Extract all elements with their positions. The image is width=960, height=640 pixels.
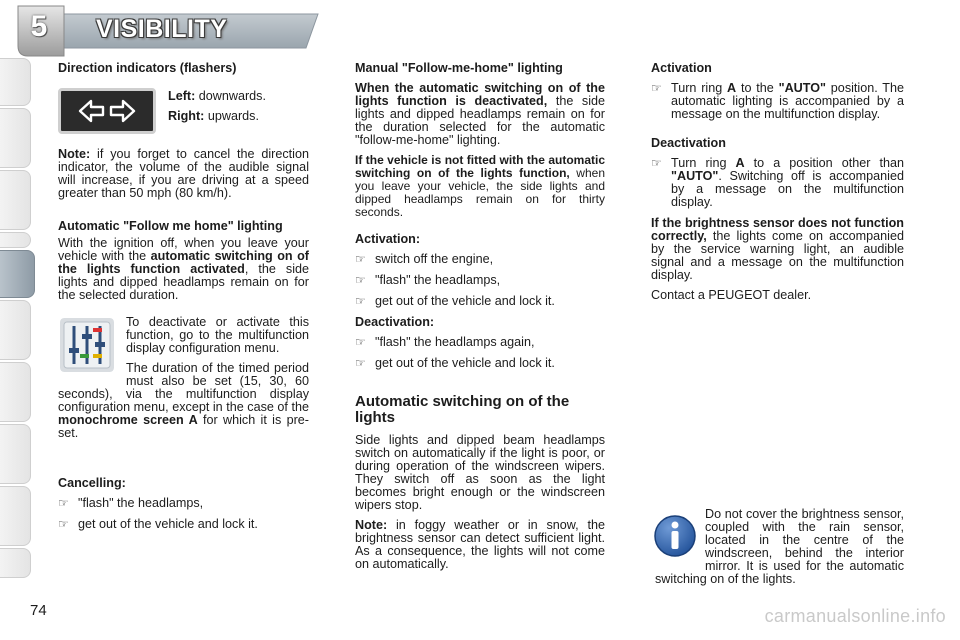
page-header xyxy=(0,0,960,60)
chapter-tab-4[interactable] xyxy=(0,232,31,248)
not-fitted-plain: when you leave your vehicle, the side lights and dipped headlamps remain on for thirty seconds. xyxy=(355,166,605,219)
auto-switching-note xyxy=(355,519,605,571)
config-block xyxy=(58,316,309,447)
activation-item-text: get out of the vehicle and lock it. xyxy=(375,294,555,308)
activation-heading: Activation: xyxy=(355,232,421,246)
note-label: Note: xyxy=(355,518,388,532)
cancel-item-1 xyxy=(58,497,309,510)
flasher-block xyxy=(58,82,309,138)
info-block xyxy=(651,508,904,586)
left-label: Left: xyxy=(168,89,196,103)
right-column xyxy=(651,61,904,586)
cancel-item-text: get out of the vehicle and lock it. xyxy=(78,517,258,531)
follow-text-1: With the ignition off, when you leave your vehicle with the xyxy=(58,236,309,263)
contact-dealer-text: Contact a PEUGEOT dealer. xyxy=(651,288,812,302)
hand-pointer-icon: ☞ xyxy=(355,252,366,266)
config-text-2b: for which it is pre-set. xyxy=(58,413,309,440)
flasher-note xyxy=(58,148,309,200)
deactivation-item-1 xyxy=(355,336,605,349)
info-icon-box xyxy=(653,510,697,561)
note-text: if you forget to cancel the direction indicator, the volume of the audible signal will increase, if you are driving at a speed greater than 50 mph (80 km/h). xyxy=(58,147,309,200)
act-text-3: position. The automatic lighting is accompanied by a message on the multifunction display. xyxy=(671,81,904,121)
chapter-tab-6[interactable] xyxy=(0,300,31,360)
deactivation-step-text xyxy=(671,157,904,209)
hand-pointer-icon: ☞ xyxy=(355,356,366,370)
chapter-tab-9[interactable] xyxy=(0,486,31,546)
follow-me-home-text xyxy=(58,237,309,302)
flasher-icon-box xyxy=(58,82,156,134)
act-text-1: Turn ring xyxy=(671,81,728,95)
sensor-warning-text xyxy=(651,217,904,282)
left-column xyxy=(58,62,309,539)
activation-item-text: "flash" the headlamps, xyxy=(375,273,501,287)
watermark: carmanualsonline.info xyxy=(764,606,946,626)
activation-item-text: switch off the engine, xyxy=(375,252,494,266)
hand-pointer-icon: ☞ xyxy=(58,496,69,510)
chapter-tab-2[interactable] xyxy=(0,108,31,168)
sensor-bold: If the brightness sensor does not function correctly, xyxy=(651,216,904,243)
chapter-tab-5-active[interactable] xyxy=(0,250,35,298)
manual-text: the side lights and dipped headlamps remain on for the duration selected for the automatic "follow-me-home" lighting. xyxy=(355,94,605,147)
activation-step-text xyxy=(671,82,904,121)
deactivation-item-text: get out of the vehicle and lock it. xyxy=(375,356,555,370)
cancel-item-text: "flash" the headlamps, xyxy=(78,496,204,510)
config-text-2a: The duration of the timed period must also be set (15, 30, 60 seconds), via the multifunction display configuration menu, except in the case of the xyxy=(58,361,309,414)
note-label: Note: xyxy=(58,147,91,161)
deactivation-heading: Deactivation xyxy=(651,136,726,150)
activation-item-1 xyxy=(355,253,605,266)
chapter-tab-1[interactable] xyxy=(0,58,31,106)
chapter-tab-3[interactable] xyxy=(0,170,31,230)
auto-switching-heading: Automatic switching on of the lights xyxy=(355,393,570,426)
follow-text-2: , the side lights and dipped headlamps remain on for the selected duration. xyxy=(58,262,309,302)
manual-bold: When the automatic switching on of the lights function is deactivated, xyxy=(355,81,605,108)
config-text-1: To deactivate or activate this function, go to the multifunction display configuration menu. xyxy=(126,316,309,355)
chapter-tab-10[interactable] xyxy=(0,548,31,578)
auto-position: "AUTO" xyxy=(778,81,826,95)
right-value: upwards. xyxy=(204,109,259,123)
sensor-text: the lights come on accompanied by the service warning light, an audible signal and a message on the multifunction display. xyxy=(651,229,904,282)
not-fitted-bold: If the vehicle is not fitted with the automatic switching on of the lights function, xyxy=(355,153,605,180)
activation-heading: Activation xyxy=(651,61,712,75)
deactivation-item-2 xyxy=(355,357,605,370)
config-bold: monochrome screen A xyxy=(58,413,198,427)
configuration-sliders-icon xyxy=(60,318,114,372)
hand-pointer-icon: ☞ xyxy=(651,156,662,170)
manual-follow-heading: Manual "Follow-me-home" lighting xyxy=(355,61,563,75)
chapter-tabs xyxy=(0,58,36,578)
ring-a: A xyxy=(735,156,745,170)
deactivation-item-text: "flash" the headlamps again, xyxy=(375,335,535,349)
config-icon-box xyxy=(60,316,114,375)
not-fitted-text xyxy=(355,154,605,219)
deactivation-heading: Deactivation: xyxy=(355,315,435,329)
hand-pointer-icon: ☞ xyxy=(355,335,366,349)
deact-text-2: to a position other than xyxy=(744,156,904,170)
hand-pointer-icon: ☞ xyxy=(651,81,662,95)
follow-bold: automatic switching on of the lights function activated xyxy=(58,249,309,276)
chapter-tab-7[interactable] xyxy=(0,362,31,422)
info-text: Do not cover the brightness sensor, coupled with the rain sensor, located in the centre of the windscreen, behind the interior mirror. It is used for the automatic switching on of the lights. xyxy=(655,508,904,586)
activation-item-2 xyxy=(355,274,605,287)
note-text: in foggy weather or in snow, the brightness sensor can detect sufficient light. As a consequence, the lights will not come on automatically. xyxy=(355,518,605,571)
manual-follow-text xyxy=(355,82,605,147)
auto-position: "AUTO" xyxy=(671,169,719,183)
cancelling-heading: Cancelling: xyxy=(58,476,126,490)
cancel-item-2 xyxy=(58,518,309,531)
chapter-number: 5 xyxy=(30,10,48,43)
act-text-2: to the xyxy=(736,81,779,95)
direction-indicators-heading: Direction indicators (flashers) xyxy=(58,61,237,75)
right-label: Right: xyxy=(168,109,205,123)
information-icon xyxy=(653,514,697,558)
ring-a: A xyxy=(727,81,737,95)
middle-column xyxy=(355,62,605,578)
hand-pointer-icon: ☞ xyxy=(355,273,366,287)
activation-item-3 xyxy=(355,295,605,308)
hand-pointer-icon: ☞ xyxy=(355,294,366,308)
follow-me-home-heading: Automatic "Follow me home" lighting xyxy=(58,219,283,233)
chapter-tab-8[interactable] xyxy=(0,424,31,484)
deact-text-3: . Switching off is accompanied by a message on the multifunction display. xyxy=(671,169,904,209)
hand-pointer-icon: ☞ xyxy=(58,517,69,531)
activation-step xyxy=(651,82,904,121)
left-value: downwards. xyxy=(195,89,266,103)
auto-switching-text: Side lights and dipped beam headlamps switch on automatically if the light is poor, or during operation of the windscreen wipers. They switch off as soon as the light becomes bright enough or the windscreen wipers stop. xyxy=(355,433,605,512)
deactivation-step xyxy=(651,157,904,209)
direction-arrows-icon xyxy=(58,88,156,134)
page-number: 74 xyxy=(30,602,47,619)
page-title: VISIBILITY xyxy=(96,15,228,43)
deact-text-1: Turn ring xyxy=(671,156,736,170)
